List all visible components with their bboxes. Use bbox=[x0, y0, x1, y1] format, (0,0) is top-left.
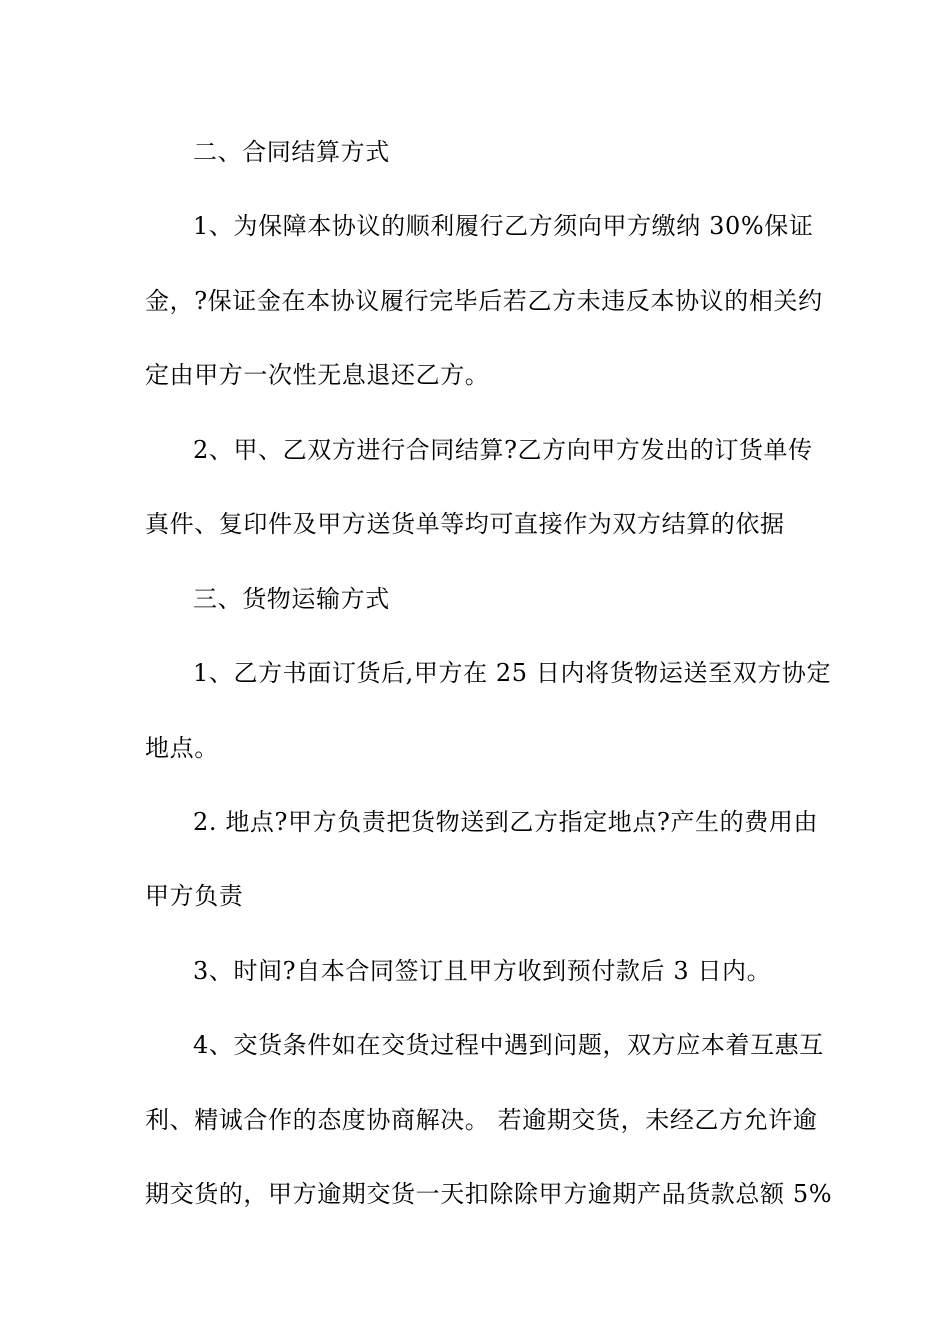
paragraph-line: 金，?保证金在本协议履行完毕后若乙方未违反本协议的相关约 bbox=[145, 287, 823, 315]
paragraph-line: 1、乙方书面订货后,甲方在 25 日内将货物运送至双方协定 bbox=[193, 659, 832, 687]
paragraph-line: 地点。 bbox=[145, 734, 219, 762]
section-heading-transport: 三、货物运输方式 bbox=[193, 585, 390, 613]
paragraph-line: 期交货的，甲方逾期交货一天扣除除甲方逾期产品货款总额 5% bbox=[145, 1180, 833, 1208]
paragraph-line: 4、交货条件如在交货过程中遇到问题，双方应本着互惠互 bbox=[193, 1031, 824, 1059]
section-heading-settlement: 二、合同结算方式 bbox=[193, 138, 390, 166]
paragraph-line: 甲方负责 bbox=[145, 882, 244, 910]
paragraph-line: 真件、复印件及甲方送货单等均可直接作为双方结算的依据 bbox=[145, 510, 785, 538]
paragraph-line: 2、甲、乙双方进行合同结算?乙方向甲方发出的订货单传 bbox=[193, 436, 813, 464]
paragraph-line: 3、时间?自本合同签订且甲方收到预付款后 3 日内。 bbox=[193, 957, 772, 985]
paragraph-line: 定由甲方一次性无息退还乙方。 bbox=[145, 361, 490, 389]
paragraph-line: 利、精诚合作的态度协商解决。 若逾期交货，未经乙方允许逾 bbox=[145, 1106, 818, 1134]
paragraph-line: 2. 地点?甲方负责把货物送到乙方指定地点?产生的费用由 bbox=[193, 808, 819, 836]
paragraph-line: 1、为保障本协议的顺利履行乙方须向甲方缴纳 30%保证 bbox=[193, 212, 814, 240]
